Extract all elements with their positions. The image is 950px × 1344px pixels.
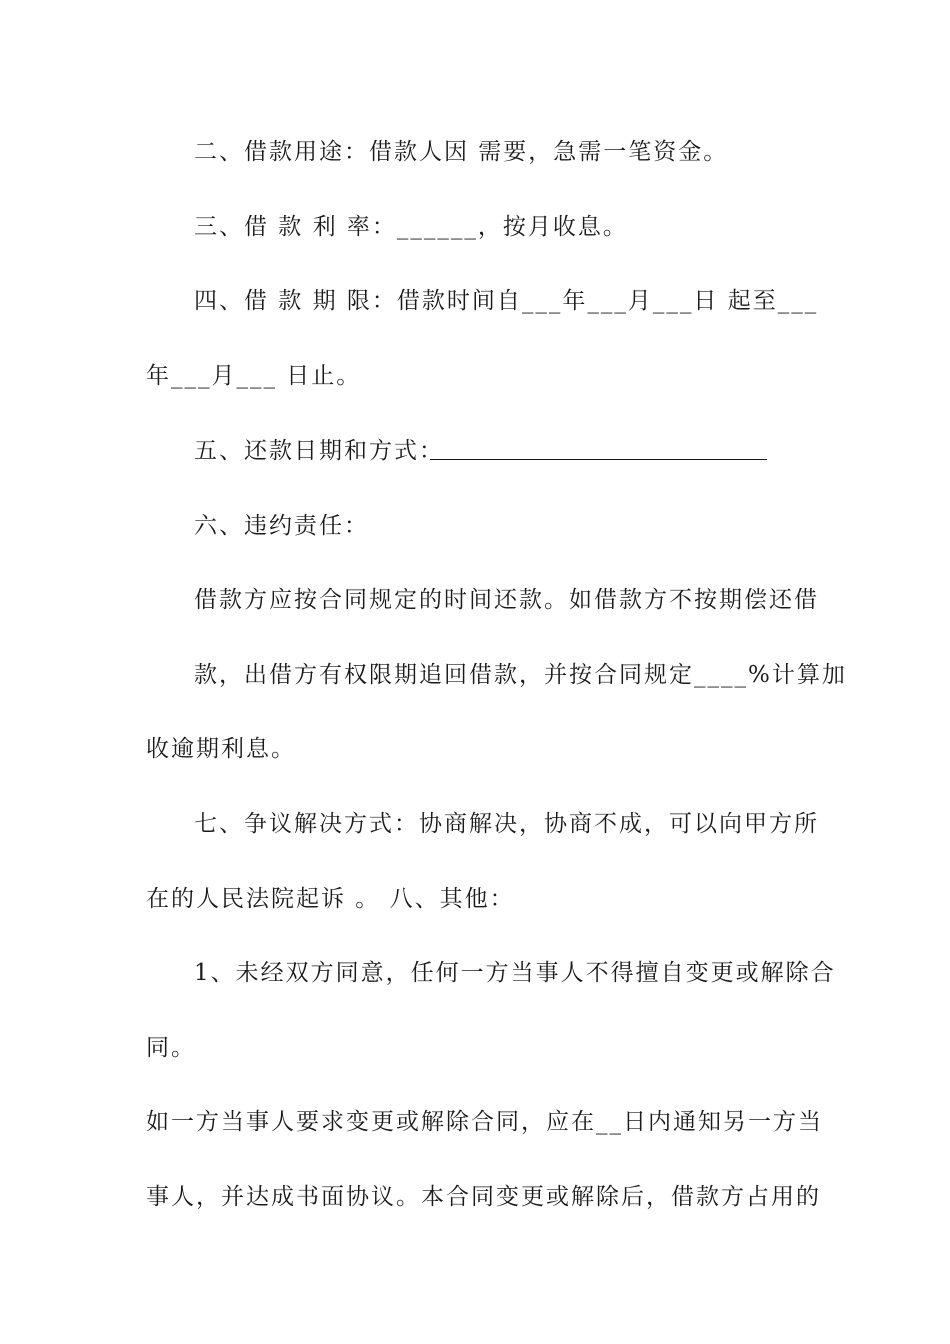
repayment-blank-line: [430, 459, 767, 460]
clause-4-term: 四、借 款 期 限：借款时间自___年___月___日 起至___: [194, 288, 819, 314]
clause-3-interest-rate: 三、借 款 利 率：______，按月收息。: [194, 214, 628, 240]
clause-2-purpose: 二、借款用途：借款人因 需要，急需一笔资金。: [194, 139, 729, 165]
clause-6-liability: 六、违约责任：: [194, 513, 369, 539]
clause-7-dispute-continued: 在的人民法院起诉 。 八、其他：: [146, 886, 515, 912]
clause-7-dispute: 七、争议解决方式：协商解决，协商不成，可以向甲方所: [194, 811, 819, 837]
liability-paragraph-line-2: 款，出借方有权限期追回借款，并按合同规定____%计算加: [194, 662, 847, 688]
liability-paragraph-line-1: 借款方应按合同规定的时间还款。如借款方不按期偿还借: [194, 587, 819, 613]
liability-paragraph-line-3: 收逾期利息。: [146, 736, 296, 762]
modification-paragraph-line-2: 事人，并达成书面协议。本合同变更或解除后，借款方占用的: [146, 1184, 821, 1210]
modification-paragraph-line-1: 如一方当事人要求变更或解除合同，应在__日内通知另一方当: [146, 1109, 823, 1135]
clause-5-repayment: 五、还款日期和方式：: [194, 438, 444, 464]
clause-8-item-1-continued: 同。: [146, 1035, 196, 1061]
clause-4-term-continued: 年___月___ 日止。: [146, 363, 362, 389]
clause-8-item-1: 1、未经双方同意，任何一方当事人不得擅自变更或解除合: [194, 960, 836, 986]
